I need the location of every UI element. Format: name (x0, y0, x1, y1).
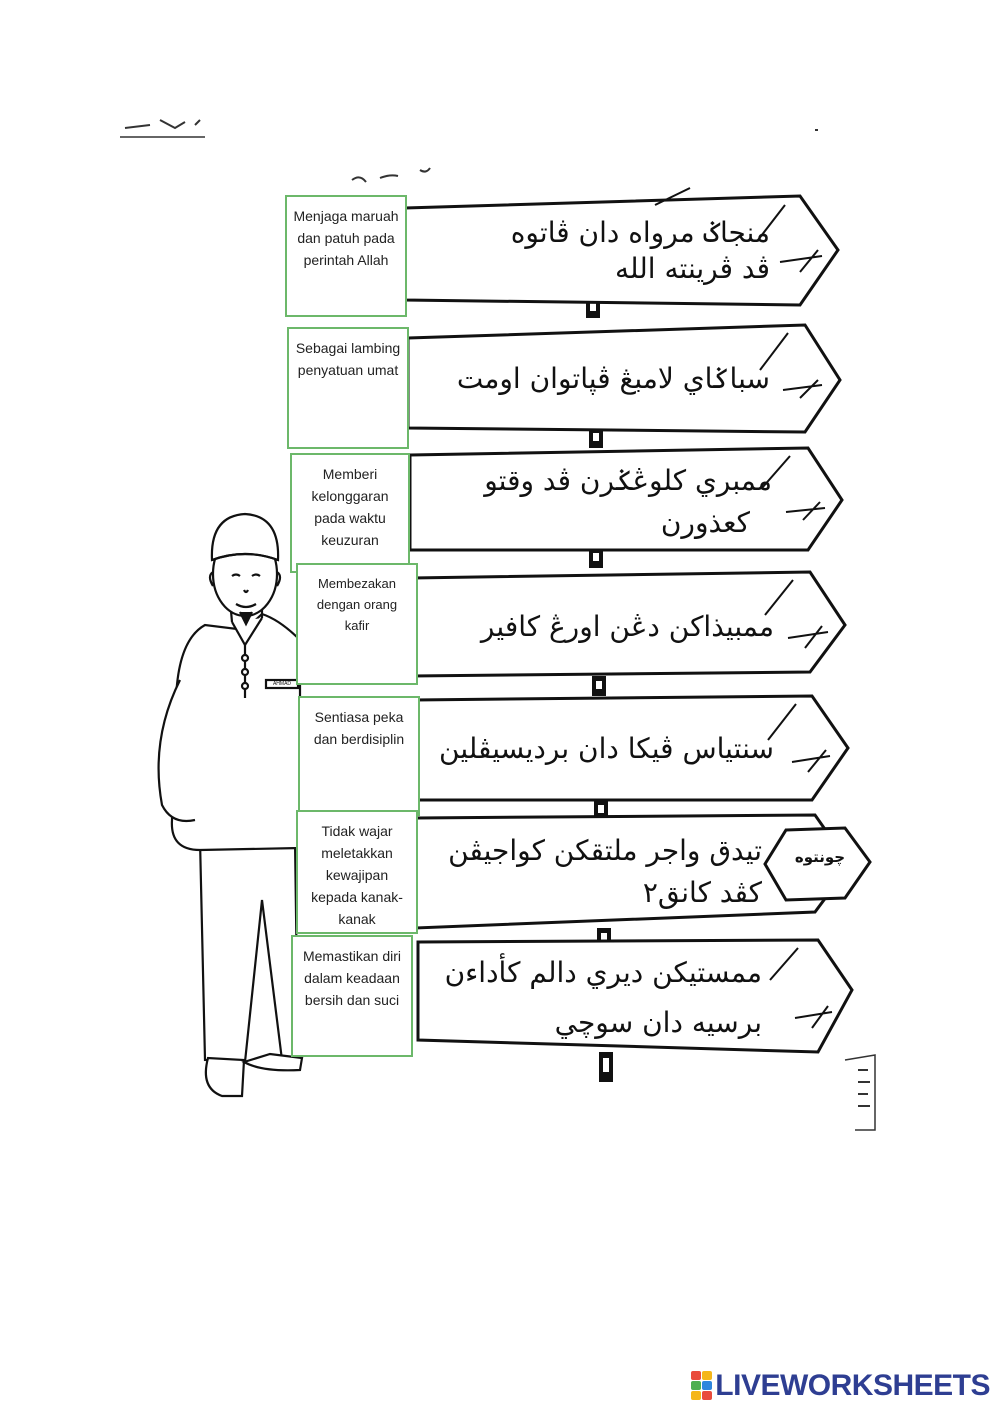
answer-box-7-text: Memastikan diri dalam keadaan bersih dan suci (302, 948, 402, 1008)
liveworksheets-logo (691, 1369, 990, 1403)
sign-7-line-1: ممستيكن ديري دالم كأداءن (444, 956, 762, 989)
example-badge: چونتوه (794, 848, 846, 866)
answer-box-6[interactable] (296, 810, 418, 934)
sign-3-line-1: ممبري كلوڠݢرن ڤد وقتو (484, 464, 772, 497)
answer-box-1-text: Menjaga maruah dan patuh pada perintah Allah (293, 208, 399, 268)
answer-box-4[interactable] (296, 563, 418, 685)
name-badge: AHMAD (272, 681, 292, 687)
answer-box-5[interactable] (298, 696, 420, 816)
sign-2-line-1: سباݢاي لامبڠ ڤڽاتوان اومت (456, 362, 770, 395)
answer-box-2[interactable] (287, 327, 409, 449)
answer-box-2-text: Sebagai lambing penyatuan umat (295, 340, 401, 378)
answer-box-3[interactable] (290, 453, 410, 573)
logo-icon (691, 1371, 713, 1401)
sign-6-line-2: كڤد كانق٢ (642, 876, 762, 909)
sign-4-line-1: ممبيذاكن دڠن اورڠ كافير (480, 610, 774, 643)
answer-box-3-text: Memberi kelonggaran pada waktu keuzuran (311, 466, 389, 548)
answer-box-4-text: Membezakan dengan orang kafir (316, 576, 398, 633)
sign-3-line-2: كعذورن (660, 506, 750, 539)
logo-text: LIVEWORKSHEETS (715, 1369, 990, 1402)
answer-box-5-text: Sentiasa peka dan berdisiplin (313, 709, 405, 747)
sign-1-line-1: منجاݢ مرواه دان ڤاتوه (510, 216, 770, 249)
answer-box-1[interactable] (285, 195, 407, 317)
sign-7-line-2: برسيه دان سوچي (554, 1006, 762, 1039)
sign-6-line-1: تيدق واجر ملتقكن كواجيڤن (448, 834, 762, 867)
answer-box-7[interactable] (291, 935, 413, 1057)
sign-5-line-1: سنتياس ڤيكا دان برديسيڤلين (439, 732, 774, 765)
boy-figure (159, 514, 302, 1096)
sign-1-line-2: ڤد ڤرينته الله (614, 252, 770, 285)
answer-box-6-text: Tidak wajar meletakkan kewajipan kepada kanak-kanak (311, 823, 403, 927)
